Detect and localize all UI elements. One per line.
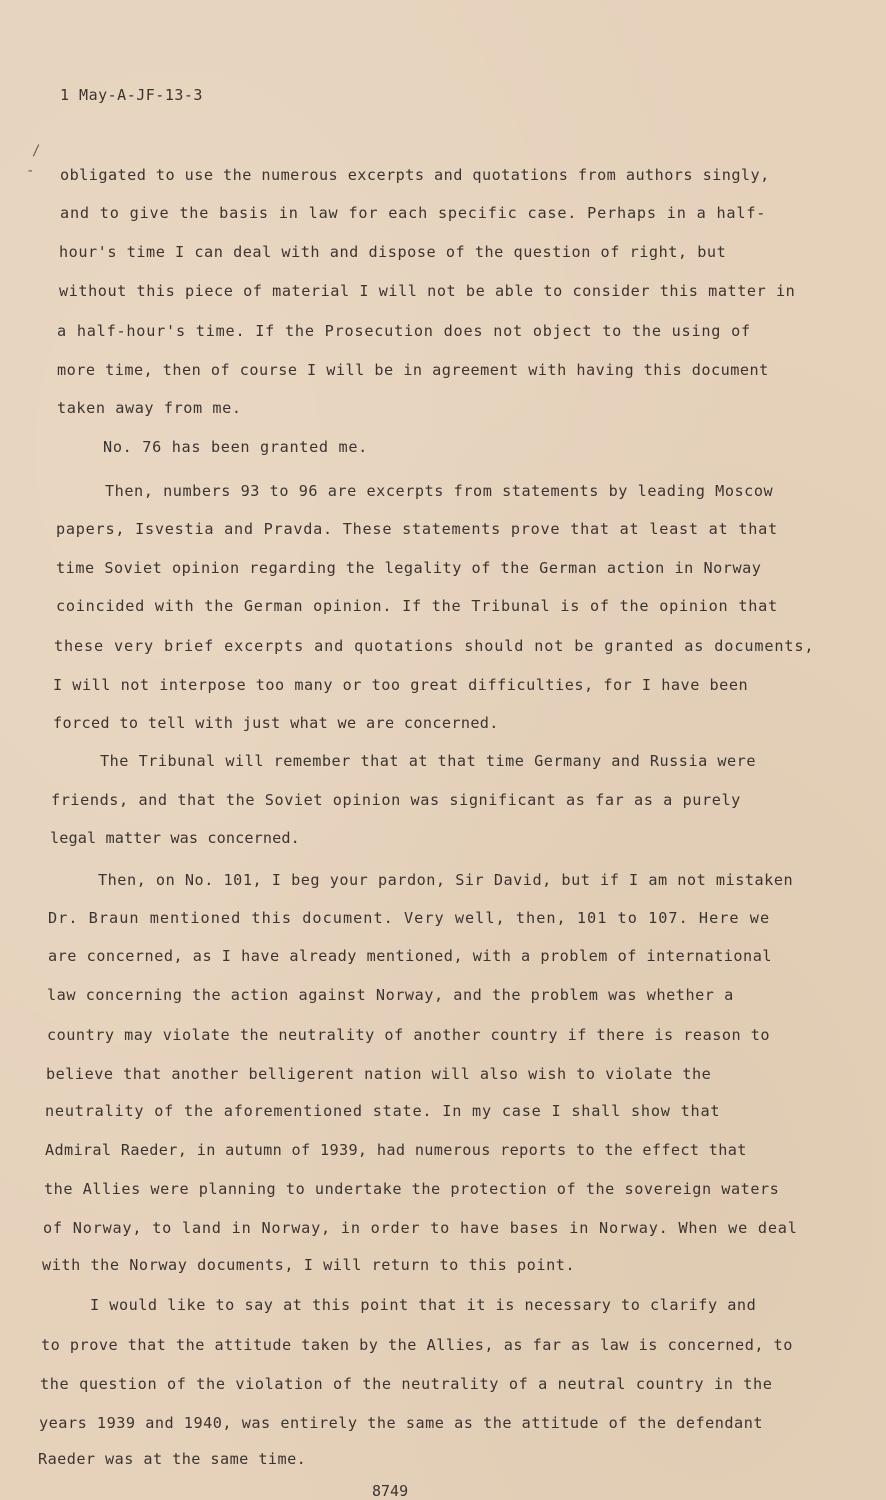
text-line: of Norway, to land in Norway, in order to have bases in Norway. When we deal: [43, 1219, 798, 1237]
text-line: obligated to use the numerous excerpts and quotations from authors singly,: [60, 166, 770, 184]
text-line: the Allies were planning to undertake the protection of the sovereign waters: [44, 1180, 780, 1198]
text-line: are concerned, as I have already mentioned, with a problem of international: [48, 947, 773, 965]
text-line: papers, Isvestia and Pravda. These statements prove that at least at that: [56, 520, 778, 538]
text-line: forced to tell with just what we are concerned.: [53, 714, 499, 732]
text-line: these very brief excerpts and quotations should not be granted as documents,: [54, 637, 815, 655]
text-line: Dr. Braun mentioned this document. Very well, then, 101 to 107. Here we: [48, 909, 771, 927]
text-line: believe that another belligerent nation will also wish to violate the: [46, 1065, 712, 1083]
text-line: hour's time I can deal with and dispose of the question of right, but: [59, 243, 727, 261]
text-line: friends, and that the Soviet opinion was significant as far as a purely: [51, 791, 741, 809]
text-line: country may violate the neutrality of another country if there is reason to: [47, 1026, 771, 1044]
text-line: to prove that the attitude taken by the Allies, as far as law is concerned, to: [41, 1336, 793, 1354]
text-line: time Soviet opinion regarding the legality of the German action in Norway: [56, 559, 762, 577]
text-line: Then, on No. 101, I beg your pardon, Sir David, but if I am not mistaken: [98, 871, 794, 889]
text-line: legal matter was concerned.: [50, 829, 300, 847]
text-line: more time, then of course I will be in agreement with having this document: [57, 361, 769, 379]
text-line: the question of the violation of the neutrality of a neutral country in the: [40, 1375, 773, 1393]
text-line: The Tribunal will remember that at that time Germany and Russia were: [100, 752, 756, 770]
text-line: Then, numbers 93 to 96 are excerpts from statements by leading Moscow: [105, 482, 774, 500]
text-line: law concerning the action against Norway, and the problem was whether a: [47, 986, 734, 1004]
text-line: Admiral Raeder, in autumn of 1939, had numerous reports to the effect that: [45, 1141, 747, 1159]
margin-mark: -: [26, 163, 35, 179]
text-line: neutrality of the aforementioned state. In my case I shall show that: [45, 1102, 721, 1120]
text-line: without this piece of material I will not be able to consider this matter in: [59, 282, 796, 300]
page-number: 8749: [372, 1482, 409, 1500]
document-header-reference: 1 May-A-JF-13-3: [60, 86, 203, 104]
text-line: and to give the basis in law for each specific case. Perhaps in a half-: [60, 204, 767, 222]
text-line: I would like to say at this point that it is necessary to clarify and: [90, 1296, 757, 1314]
text-line: Raeder was at the same time.: [38, 1450, 307, 1468]
text-line: No. 76 has been granted me.: [103, 438, 368, 456]
text-line: coincided with the German opinion. If the Tribunal is of the opinion that: [56, 597, 778, 615]
text-line: years 1939 and 1940, was entirely the same as the attitude of the defendant: [39, 1414, 764, 1432]
margin-mark: /: [32, 143, 41, 159]
text-line: a half-hour's time. If the Prosecution does not object to the using of: [57, 322, 751, 340]
text-line: taken away from me.: [57, 399, 242, 417]
text-line: I will not interpose too many or too great difficulties, for I have been: [53, 676, 749, 694]
text-line: with the Norway documents, I will return to this point.: [42, 1256, 576, 1274]
